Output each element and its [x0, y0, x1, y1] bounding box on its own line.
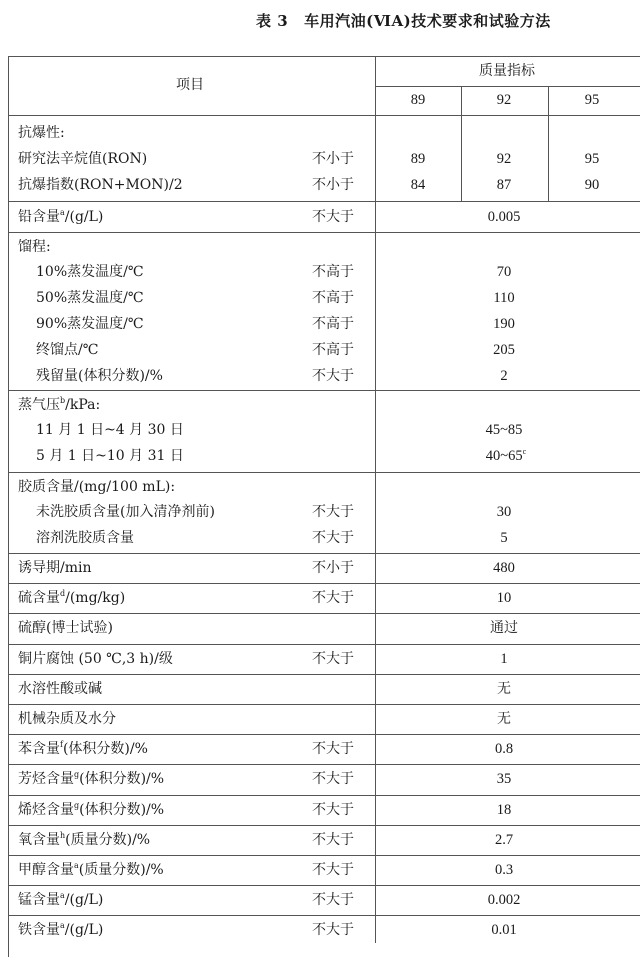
rule [8, 613, 640, 614]
vp-summer-value: 40~65$^c$ [485, 447, 527, 464]
rule [8, 764, 640, 765]
aki-92: 87 [496, 177, 512, 193]
vp-winter-value: 45~85 [485, 422, 523, 438]
gum-washed-limit: 不大于 [312, 530, 354, 546]
acid-value: 无 [497, 681, 511, 697]
iron-label: 铁含量$^a$/(g/L) [18, 921, 104, 938]
rule [8, 56, 640, 57]
mercaptan-label: 硫醇(博士试验) [18, 620, 113, 636]
fbp-value: 205 [493, 342, 515, 358]
lead-limit: 不大于 [312, 209, 354, 225]
residue-label: 残留量(体积分数)/% [36, 368, 163, 384]
residue-limit: 不大于 [312, 368, 354, 384]
rule [8, 885, 640, 886]
antiknock-title: 抗爆性: [18, 125, 65, 141]
rule [8, 583, 640, 584]
rule [8, 825, 640, 826]
rule [8, 232, 640, 233]
rule [8, 115, 640, 116]
gum-unwashed-value: 30 [496, 504, 512, 520]
mechanical-label: 机械杂质及水分 [18, 711, 116, 727]
rule [8, 915, 640, 916]
d90-value: 190 [493, 316, 515, 332]
vp-winter-label: 11 月 1 日~4 月 30 日 [36, 422, 184, 438]
rule [8, 390, 640, 391]
ron-89: 89 [410, 151, 426, 167]
d90-label: 90%蒸发温度/℃ [36, 316, 144, 332]
table-title [256, 8, 551, 34]
d50-label: 50%蒸发温度/℃ [36, 290, 144, 306]
rule [8, 553, 640, 554]
header-quality: 质量指标 [479, 63, 535, 79]
methanol-label: 甲醇含量$^a$(质量分数)/% [18, 861, 164, 878]
fbp-label: 终馏点/℃ [36, 342, 99, 358]
rule [8, 704, 640, 705]
gum-title: 胶质含量/(mg/100 mL): [18, 479, 176, 495]
ron-92: 92 [496, 151, 512, 167]
d10-limit: 不高于 [312, 264, 354, 280]
iron-limit: 不大于 [312, 922, 354, 938]
rule [8, 855, 640, 856]
rule [8, 734, 640, 735]
aki-95: 90 [584, 177, 600, 193]
aki-89: 84 [410, 177, 426, 193]
distillation-title: 馏程: [18, 239, 51, 255]
induction-value: 480 [493, 560, 515, 576]
iron-value: 0.01 [491, 922, 517, 938]
sulfur-label: 硫含量$^d$/(mg/kg) [18, 589, 126, 606]
manganese-label: 锰含量$^a$/(g/L) [18, 891, 104, 908]
oxygen-label: 氧含量$^h$(质量分数)/% [18, 831, 151, 848]
d10-label: 10%蒸发温度/℃ [36, 264, 144, 280]
rule [461, 86, 462, 201]
ron-limit: 不小于 [312, 151, 354, 167]
aki-label: 抗爆指数(RON+MON)/2 [18, 177, 183, 193]
lead-label: 铅含量$^a$/(g/L) [18, 208, 104, 225]
lead-value: 0.005 [487, 209, 521, 225]
methanol-limit: 不大于 [312, 862, 354, 878]
table-title-text: 车用汽油(ⅥA)技术要求和试验方法 [304, 12, 551, 30]
copper-label: 铜片腐蚀 (50 ℃,3 h)/级 [18, 651, 173, 667]
sulfur-limit: 不大于 [312, 590, 354, 606]
gum-unwashed-label: 未洗胶质含量(加入清净剂前) [36, 504, 215, 520]
residue-value: 2 [500, 368, 508, 384]
oxygen-value: 2.7 [494, 832, 514, 848]
ron-95: 95 [584, 151, 600, 167]
oxygen-limit: 不大于 [312, 832, 354, 848]
manganese-limit: 不大于 [312, 892, 354, 908]
d50-limit: 不高于 [312, 290, 354, 306]
rule [8, 201, 640, 202]
sulfur-value: 10 [496, 590, 512, 606]
rule [8, 674, 640, 675]
benzene-label: 苯含量$^f$(体积分数)/% [18, 740, 148, 757]
rule [8, 795, 640, 796]
olefins-value: 18 [496, 802, 512, 818]
benzene-limit: 不大于 [312, 741, 354, 757]
aromatics-limit: 不大于 [312, 771, 354, 787]
vp-summer-label: 5 月 1 日~10 月 31 日 [36, 448, 184, 464]
aromatics-label: 芳烃含量$^g$(体积分数)/% [18, 770, 165, 787]
olefins-label: 烯烃含量$^g$(体积分数)/% [18, 801, 165, 818]
gum-washed-label: 溶剂洗胶质含量 [36, 530, 134, 546]
copper-limit: 不大于 [312, 651, 354, 667]
induction-limit: 不小于 [312, 560, 354, 576]
olefins-limit: 不大于 [312, 802, 354, 818]
benzene-value: 0.8 [494, 741, 514, 757]
rule [548, 86, 549, 201]
copper-value: 1 [500, 651, 508, 667]
rule [375, 86, 640, 87]
d10-value: 70 [496, 264, 512, 280]
rule [375, 56, 376, 943]
header-grade-89: 89 [410, 92, 426, 108]
vp-title: 蒸气压$^b$/kPa: [18, 396, 101, 413]
fbp-limit: 不高于 [312, 342, 354, 358]
induction-label: 诱导期/min [18, 560, 92, 576]
ron-label: 研究法辛烷值(RON) [18, 151, 148, 167]
gum-washed-value: 5 [500, 530, 508, 546]
manganese-value: 0.002 [487, 892, 521, 908]
mercaptan-value: 通过 [490, 620, 518, 636]
rule [8, 472, 640, 473]
table-number: 表 3 [256, 12, 289, 30]
aromatics-value: 35 [496, 771, 512, 787]
acid-label: 水溶性酸或碱 [18, 681, 102, 697]
header-grade-92: 92 [496, 92, 512, 108]
gum-unwashed-limit: 不大于 [312, 504, 354, 520]
methanol-value: 0.3 [494, 862, 514, 878]
mechanical-value: 无 [497, 711, 511, 727]
rule [8, 644, 640, 645]
header-item: 项目 [176, 77, 204, 93]
d50-value: 110 [493, 290, 515, 306]
aki-limit: 不小于 [312, 177, 354, 193]
header-grade-95: 95 [584, 92, 600, 108]
d90-limit: 不高于 [312, 316, 354, 332]
